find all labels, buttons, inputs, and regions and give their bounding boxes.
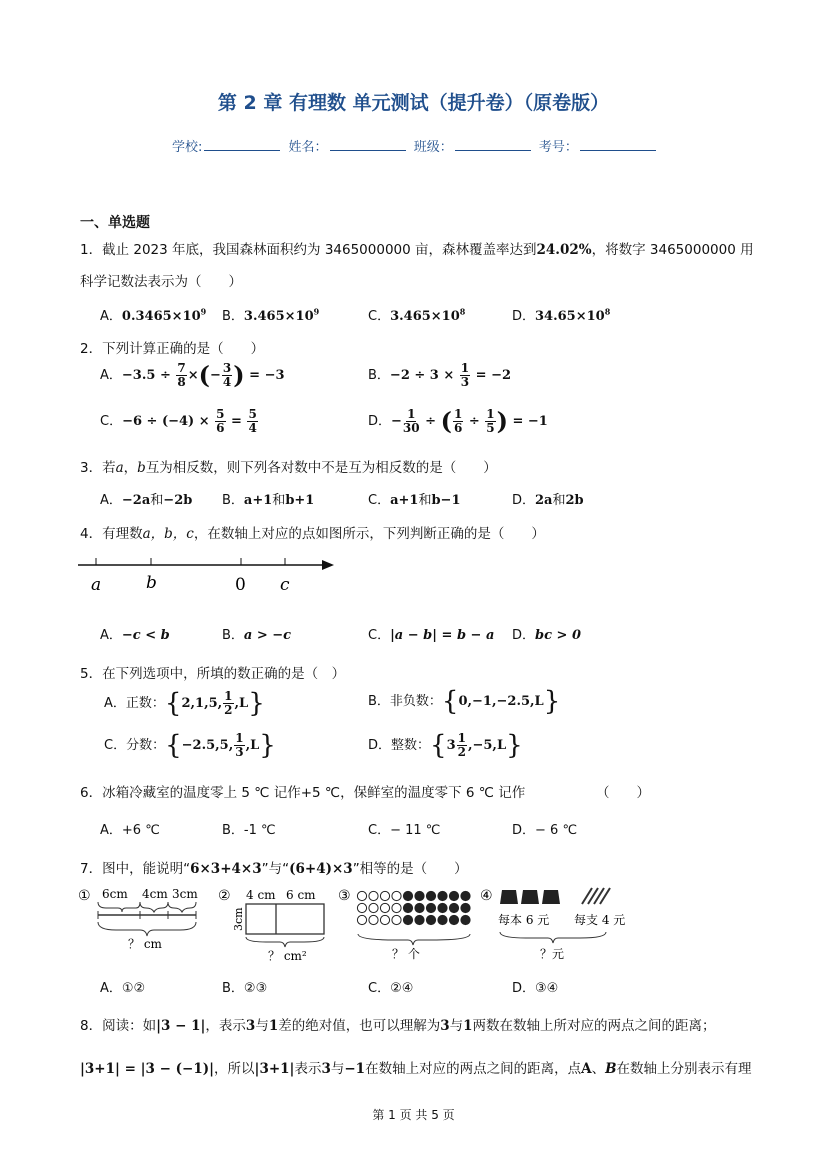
filled-dot (415, 891, 424, 900)
q1-line2: 科学记数法表示为（ ） (80, 274, 242, 290)
fig1-label-3cm: 3cm (172, 887, 198, 901)
class-blank[interactable] (455, 137, 531, 151)
fig1-label-4cm: 4cm (142, 887, 168, 901)
q1-percent: 24.02% (536, 242, 592, 258)
filled-dot (449, 903, 458, 912)
filled-dot (415, 915, 424, 924)
filled-dot (403, 903, 412, 912)
figure-4-items (480, 888, 625, 961)
q1-option-a[interactable]: A．$0.3465\times 10^9$ (100, 306, 207, 324)
q5-option-b[interactable]: B．非负数：{0,−1,−2.5,L} (368, 686, 561, 717)
axis-label-b: b (146, 573, 157, 593)
hollow-dot (380, 915, 389, 924)
figure-4-number: ④ (480, 888, 493, 904)
hollow-dot (369, 915, 378, 924)
fig2-label-6cm: 6 cm (286, 888, 316, 902)
filled-dot (449, 891, 458, 900)
q7-stem: 7．图中，能说明“6×3+4×3”与“(6+4)×3”相等的是（ ） (80, 861, 468, 877)
filled-dot (415, 903, 424, 912)
book-icon (500, 890, 518, 904)
name-blank[interactable] (330, 137, 406, 151)
figure-1-segments (78, 887, 198, 951)
hollow-dot (369, 891, 378, 900)
q2-option-c[interactable]: C．−6 ÷ (−4) × $\frac{5}{6}$ = $\frac{5}{4}$ (100, 407, 257, 435)
q6-option-c[interactable]: C．− 11 ℃ (368, 823, 441, 838)
q6-paren: （ ） (596, 785, 650, 801)
figure-2-rectangle (218, 888, 324, 963)
fig1-label-6cm: 6cm (102, 887, 128, 901)
fig3-question: ？ 个 (392, 947, 420, 961)
q3-option-c[interactable]: C．a+1和b−1 (368, 493, 461, 508)
fig2-question: ？ cm² (268, 949, 307, 963)
book-icon (521, 890, 539, 904)
q6-option-b[interactable]: B．-1 ℃ (222, 823, 276, 838)
q3-option-b[interactable]: B．a+1和b+1 (222, 493, 315, 508)
q2-option-d[interactable]: D．− $\frac{1}{30}$ ÷ ( $\frac{1}{6}$ ÷ $\frac{1}{5}$ ) = −1 (368, 406, 548, 436)
axis-label-c: c (280, 575, 290, 595)
q1-option-d[interactable]: D．$34.65\times 10^8$ (512, 306, 611, 324)
figure-3-number: ③ (338, 888, 351, 904)
q3-option-d[interactable]: D．2a和2b (512, 493, 584, 508)
school-blank[interactable] (204, 137, 280, 151)
exam-no-blank[interactable] (580, 137, 656, 151)
figure-1-number: ① (78, 888, 91, 904)
filled-dot (426, 915, 435, 924)
section-heading: 一、单选题 (80, 215, 150, 231)
q8-line2: |3+1| = |3 − (−1)|，所以|3+1|表示3与−1在数轴上对应的两点之间的距离，点A、B在数轴上分别表示有理 (80, 1061, 752, 1077)
fig4-question: ？元 (540, 947, 565, 961)
q1-option-c[interactable]: C．$3.465\times 10^8$ (368, 306, 466, 324)
q6-option-d[interactable]: D．− 6 ℃ (512, 823, 578, 838)
q8-line1: 8．阅读：如|3 − 1|，表示3与1差的绝对值，也可以理解为3与1两数在数轴上所对应的两点之间的距离； (80, 1018, 716, 1034)
class-label: 班级： (413, 140, 453, 155)
q7-option-c[interactable]: C．②④ (368, 981, 414, 996)
q5-option-c[interactable]: C．分数：{−2.5,5, $\frac{1}{3}$ ,L} (104, 730, 276, 761)
filled-dot (426, 891, 435, 900)
school-label: 学校: (172, 140, 203, 155)
filled-dot (403, 915, 412, 924)
filled-dot (461, 903, 470, 912)
book-icon (542, 890, 560, 904)
q2-stem: 2．下列计算正确的是（ ） (80, 341, 265, 357)
filled-dot (438, 891, 447, 900)
q3-stem: 3．若a，b互为相反数，则下列各对数中不是互为相反数的是（ ） (80, 460, 497, 476)
q2-option-b[interactable]: B．−2 ÷ 3 × $\frac{1}{3}$ = −2 (368, 361, 512, 389)
hollow-dot (369, 903, 378, 912)
q7-option-d[interactable]: D．③④ (512, 981, 559, 996)
filled-dot (403, 891, 412, 900)
name-label: 姓名： (288, 140, 328, 155)
q6-stem: 6．冰箱冷藏室的温度零上 5 ℃ 记作+5 ℃，保鲜室的温度零下 6 ℃ 记作 (80, 785, 526, 801)
filled-dot (438, 915, 447, 924)
figure-3-dots (338, 888, 470, 961)
filled-dot (449, 915, 458, 924)
fig4-label-pens: 每支 4 元 (574, 913, 626, 927)
hollow-dot (380, 903, 389, 912)
q7-option-b[interactable]: B．②③ (222, 981, 268, 996)
q2-option-a[interactable]: A．−3.5 ÷ $\frac{7}{8}$ ×(− $\frac{3}{4}$ ) = −3 (100, 360, 285, 390)
q5-option-d[interactable]: D．整数：{3 $\frac{1}{2}$ ,−5,L} (368, 730, 523, 761)
q4-option-c[interactable]: C．|a − b| = b − a (368, 628, 495, 643)
q7-figures (76, 884, 651, 964)
fig1-question: ？ cm (128, 937, 162, 951)
filled-dot (438, 903, 447, 912)
filled-dot (426, 903, 435, 912)
q4-option-d[interactable]: D．bc > 0 (512, 628, 582, 643)
q1-line1: 1．截止 2023 年底，我国森林面积约为 3465000000 亩，森林覆盖率达到24.02%，将数字 3465000000 用 (80, 242, 754, 258)
filled-dot (461, 915, 470, 924)
q5-stem: 5．在下列选项中，所填的数正确的是（ ） (80, 666, 346, 682)
fig2-side-label: 3cm (232, 907, 245, 931)
hollow-dot (392, 903, 401, 912)
q7-option-a[interactable]: A．①② (100, 981, 146, 996)
exam-no-label: 考号： (538, 140, 578, 155)
page-title: 第 2 章 有理数 单元测试（提升卷）（原卷版） (217, 92, 610, 114)
fig4-label-books: 每本 6 元 (498, 913, 550, 927)
hollow-dot (357, 891, 366, 900)
page-footer: 第 1 页 共 5 页 (372, 1108, 455, 1122)
axis-label-0: 0 (235, 575, 246, 595)
q4-option-a[interactable]: A．−c < b (100, 628, 170, 643)
hollow-dot (357, 915, 366, 924)
hollow-dot (357, 903, 366, 912)
q6-option-a[interactable]: A．+6 ℃ (100, 823, 160, 838)
q1-option-b[interactable]: B．$3.465\times 10^9$ (222, 306, 320, 324)
q5-option-a[interactable]: A．正数：{2,1,5, $\frac{1}{2}$ ,L} (104, 688, 265, 719)
axis-label-a: a (91, 575, 102, 595)
hollow-dot (392, 891, 401, 900)
student-info-line (172, 136, 660, 155)
number-line-figure (78, 552, 340, 596)
q4-stem: 4．有理数a，b，c，在数轴上对应的点如图所示，下列判断正确的是（ ） (80, 526, 545, 542)
hollow-dot (380, 891, 389, 900)
number-line-arrow (322, 560, 334, 570)
figure-2-number: ② (218, 888, 231, 904)
filled-dot (461, 891, 470, 900)
hollow-dot (392, 915, 401, 924)
q4-option-b[interactable]: B．a > −c (222, 628, 292, 643)
fig2-label-4cm: 4 cm (246, 888, 276, 902)
q3-option-a[interactable]: A．−2a和−2b (100, 493, 193, 508)
